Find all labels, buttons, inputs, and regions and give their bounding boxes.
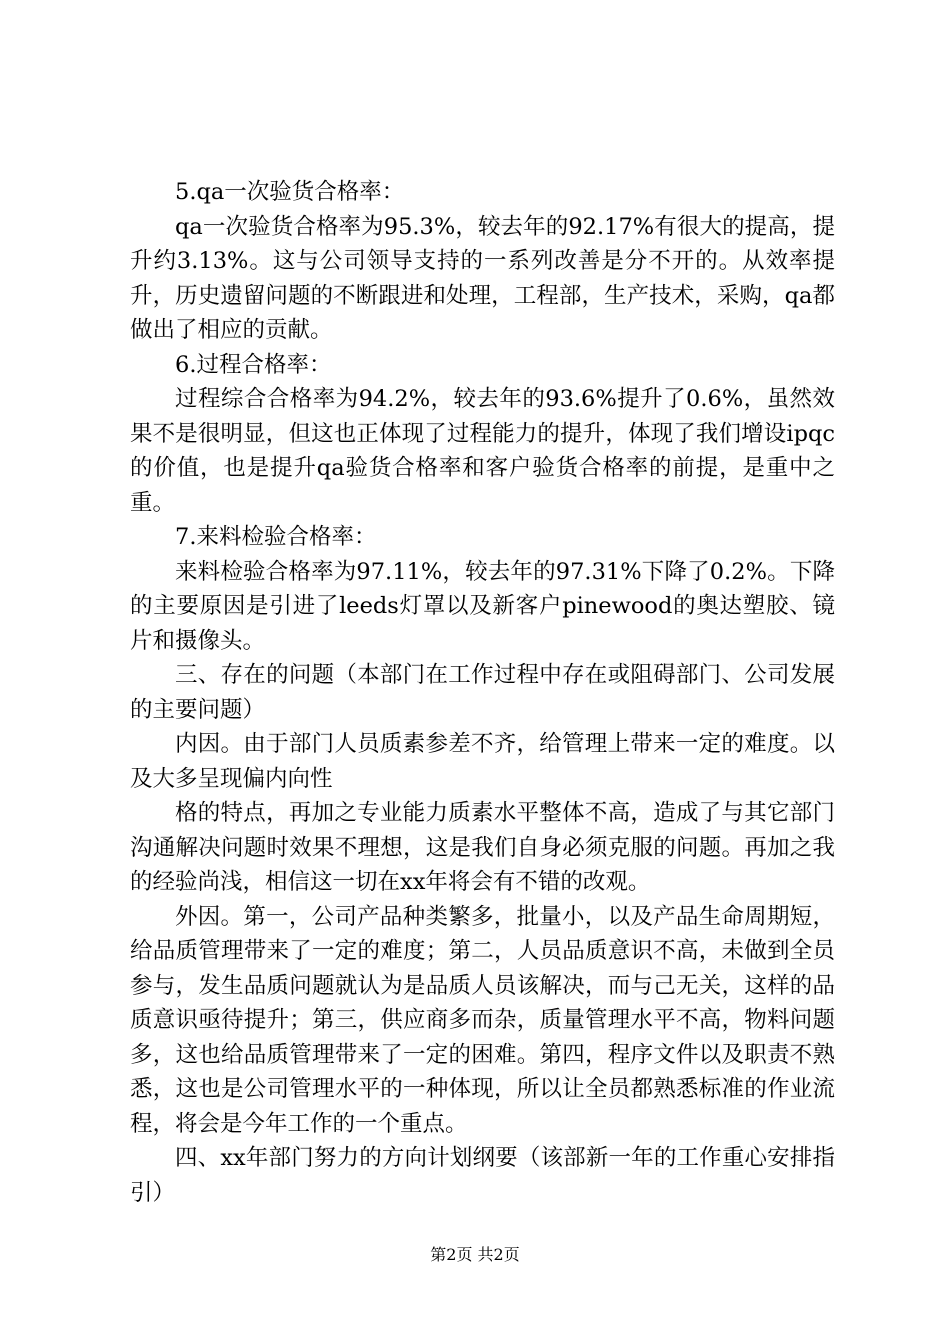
- paragraph-incoming-rate: 来料检验合格率为97.11%，较去年的97.31%下降了0.2%。下降的主要原因是引进了leeds灯罩以及新客户pinewood的奥达塑胶、镜片和摄像头。: [130, 558, 835, 654]
- paragraph-process-rate: 过程综合合格率为94.2%，较去年的93.6%提升了0.6%，虽然效果不是很明显，但这也正体现了过程能力的提升，体现了我们增设ipqc的价值，也是提升qa验货合格率和客户验货合格率的前提，是重中之重。: [130, 386, 835, 516]
- paragraph-external-causes: 外因。第一，公司产品种类繁多，批量小，以及产品生命周期短，给品质管理带来了一定的难度；第二，人员品质意识不高，未做到全员参与，发生品质问题就认为是品质人员该解决，而与己无关，这样的品质意识亟待提升；第三，供应商多而杂，质量管理水平不高，物料问题多，这也给品质管理带来了一定的困难。第四，程序文件以及职责不熟悉，这也是公司管理水平的一种体现，所以让全员都熟悉标准的作业流程，将会是今年工作的一个重点。: [130, 903, 835, 1137]
- section-heading-problems: 三、存在的问题（本部门在工作过程中存在或阻碍部门、公司发展的主要问题）: [130, 662, 835, 723]
- section-heading-incoming-rate: 7.来料检验合格率：: [175, 524, 377, 550]
- paragraph-internal-causes-cont: 格的特点，再加之专业能力质素水平整体不高，造成了与其它部门沟通解决问题时效果不理想，这是我们自身必须克服的问题。再加之我的经验尚浅，相信这一切在xx年将会有不错的改观。: [130, 800, 835, 895]
- section-heading-qa-rate: 5.qa一次验货合格率：: [175, 179, 405, 205]
- page-number-label: 第2页 共2页: [430, 1245, 520, 1264]
- paragraph-internal-causes: 内因。由于部门人员质素参差不齐，给管理上带来一定的难度。以及大多呈现偏内向性: [130, 731, 835, 792]
- document-body: [130, 175, 835, 1210]
- page-footer: [0, 1245, 950, 1265]
- section-heading-process-rate: 6.过程合格率：: [175, 351, 332, 378]
- paragraph-qa-rate: qa一次验货合格率为95.3%，较去年的92.17%有很大的提高，提升约3.13%。这与公司领导支持的一系列改善是分不开的。从效率提升，历史遗留问题的不断跟进和处理，工程部，生产技术，采购，qa都做出了相应的贡献。: [130, 213, 835, 343]
- section-heading-plan: 四、xx年部门努力的方向计划纲要（该部新一年的工作重心安排指引）: [130, 1145, 835, 1206]
